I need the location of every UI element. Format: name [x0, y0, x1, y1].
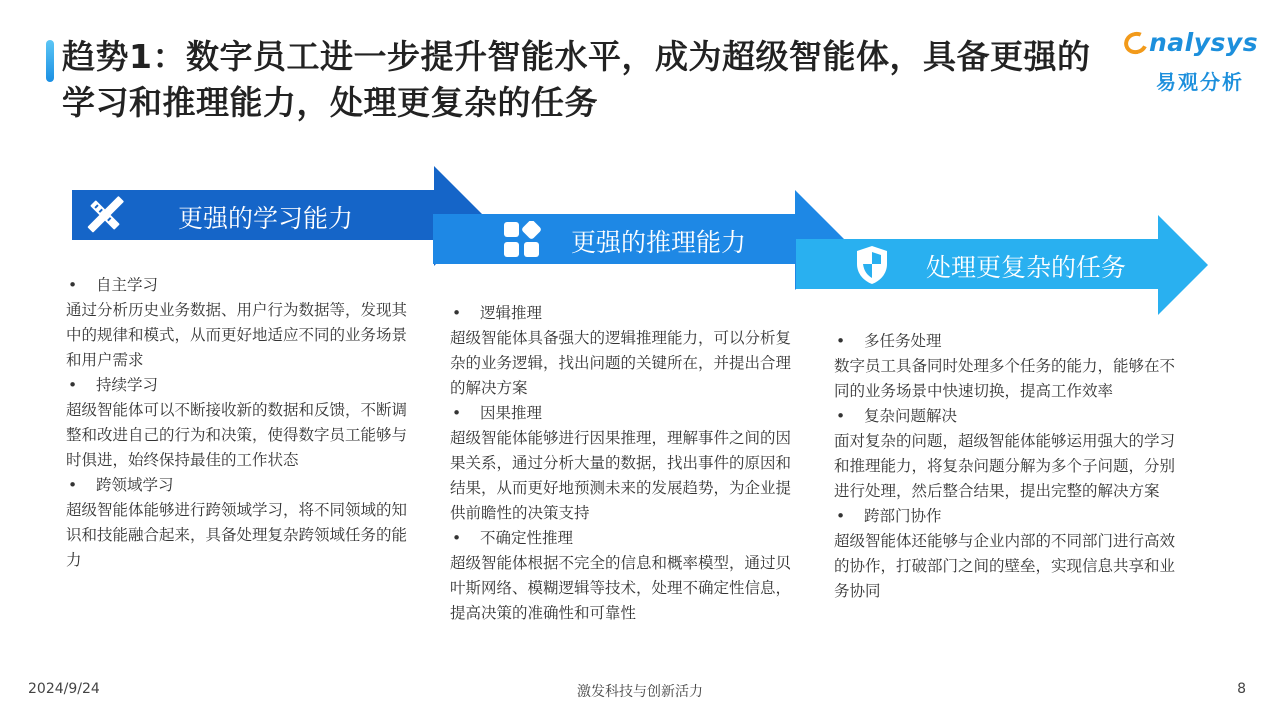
title-accent-bar — [46, 40, 54, 82]
bullet-text: 超级智能体还能够与企业内部的不同部门进行高效的协作，打破部门之间的壁垒，实现信息共享和业务协同 — [834, 532, 1176, 600]
arrow-learning — [72, 166, 488, 266]
bullet-dot: • — [68, 376, 78, 394]
bullet-heading — [834, 404, 1179, 429]
bullet-text: 超级智能体可以不断接收新的数据和反馈，不断调整和改进自己的行为和决策，使得数字员工能够与时俱进，始终保持最佳的工作状态 — [66, 401, 408, 469]
arrow-label-learning: 更强的学习能力 — [178, 204, 354, 233]
footer-slogan: 激发科技与创新活力 — [577, 684, 703, 700]
bullet-dot: • — [836, 407, 846, 425]
bullet-heading — [66, 273, 411, 298]
bullet-heading — [66, 473, 411, 498]
bullet-text: 超级智能体能够进行跨领域学习，将不同领域的知识和技能融合起来，具备处理复杂跨领域任务的能力 — [66, 501, 408, 569]
logo-chinese: 易观分析 — [1156, 70, 1244, 94]
column-learning — [66, 273, 411, 573]
arrow-reasoning — [433, 190, 849, 290]
bullet-heading — [834, 504, 1179, 529]
bullet-heading-text: 复杂问题解决 — [864, 407, 958, 425]
logo-english — [1124, 28, 1258, 57]
bullet-heading-text: 自主学习 — [96, 276, 159, 294]
arrow-label-tasks: 处理更复杂的任务 — [926, 253, 1127, 282]
bullet-heading — [450, 301, 795, 326]
arrow-label-reasoning: 更强的推理能力 — [571, 228, 747, 257]
footer-date: 2024/9/24 — [28, 681, 100, 697]
bullet-heading — [66, 373, 411, 398]
analysys-logo — [1124, 28, 1264, 98]
bullet-heading — [450, 526, 795, 551]
bullet-dot: • — [452, 304, 462, 322]
bullet-heading-text: 不确定性推理 — [480, 529, 574, 547]
page-number: 8 — [1237, 681, 1246, 697]
column-reasoning — [450, 301, 795, 626]
bullet-dot: • — [836, 507, 846, 525]
bullet-text: 通过分析历史业务数据、用户行为数据等，发现其中的规律和模式，从而更好地适应不同的业务场景和用户需求 — [66, 301, 408, 369]
logo-english-text: nalysys — [1149, 28, 1259, 57]
bullet-heading-text: 逻辑推理 — [480, 304, 543, 322]
bullet-heading-text: 因果推理 — [480, 404, 543, 422]
bullet-heading — [834, 329, 1179, 354]
logo-swoosh-icon — [1121, 29, 1151, 58]
bullet-dot: • — [68, 276, 78, 294]
bullet-heading-text: 持续学习 — [96, 376, 159, 394]
bullet-dot: • — [452, 404, 462, 422]
bullet-heading — [450, 401, 795, 426]
bullet-text: 超级智能体具备强大的逻辑推理能力，可以分析复杂的业务逻辑，找出问题的关键所在，并提出合理的解决方案 — [450, 329, 792, 397]
bullet-text: 面对复杂的问题，超级智能体能够运用强大的学习和推理能力，将复杂问题分解为多个子问题，分别进行处理，然后整合结果，提出完整的解决方案 — [834, 432, 1176, 500]
bullet-dot: • — [836, 332, 846, 350]
column-tasks — [834, 329, 1179, 604]
bullet-heading-text: 多任务处理 — [864, 332, 942, 350]
arrow-tasks — [796, 215, 1212, 315]
bullet-dot: • — [452, 529, 462, 547]
bullet-heading-text: 跨部门协作 — [864, 507, 942, 525]
bullet-heading-text: 跨领域学习 — [96, 476, 174, 494]
page-title: 趋势1：数字员工进一步提升智能水平，成为超级智能体，具备更强的学习和推理能力，处理更复杂的任务 — [62, 37, 1091, 122]
bullet-text: 数字员工具备同时处理多个任务的能力，能够在不同的业务场景中快速切换，提高工作效率 — [834, 357, 1176, 400]
bullet-dot: • — [68, 476, 78, 494]
bullet-text: 超级智能体能够进行因果推理，理解事件之间的因果关系，通过分析大量的数据，找出事件的原因和结果，从而更好地预测未来的发展趋势，为企业提供前瞻性的决策支持 — [450, 429, 792, 522]
bullet-text: 超级智能体根据不完全的信息和概率模型，通过贝叶斯网络、模糊逻辑等技术，处理不确定性信息，提高决策的准确性和可靠性 — [450, 554, 792, 622]
